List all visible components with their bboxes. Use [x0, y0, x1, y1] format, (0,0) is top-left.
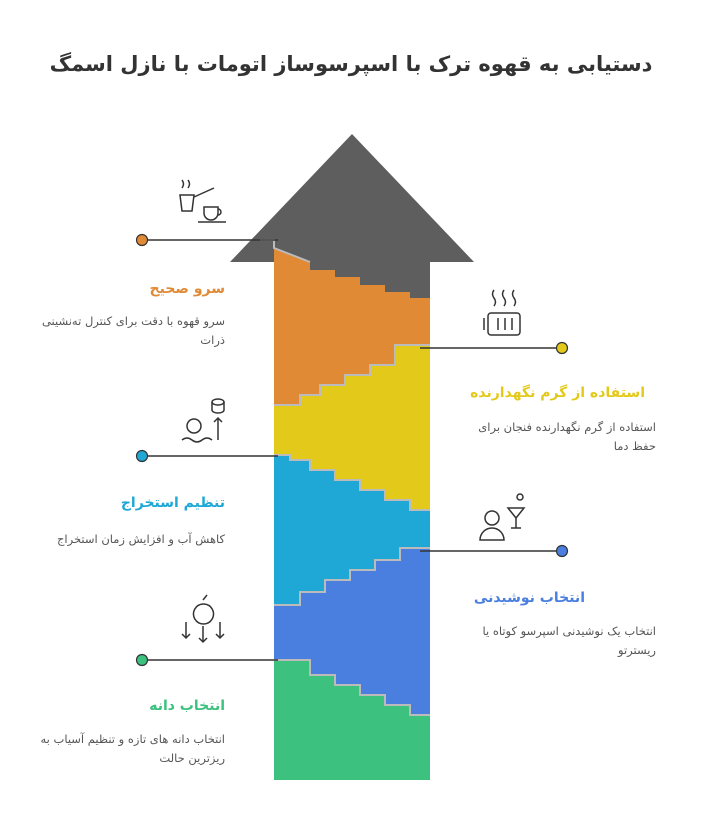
connector-warm [420, 343, 568, 354]
connector-bean [137, 655, 279, 666]
step-bean-heading: انتخاب دانه [149, 698, 225, 714]
step-extract-heading: تنظیم استخراج [120, 495, 225, 511]
step-serve-description: سرو قهوه با دقت برای کنترل ته‌نشینی ذرات [41, 314, 225, 347]
diagram-title: دستیابی به قهوه ترک با اسپرسوساز اتومات با نازل اسمگ [49, 52, 653, 76]
warmer-heat-icon [484, 290, 520, 335]
step-bean-description: انتخاب دانه های تازه و تنظیم آسیاب به ریزترین حالت [40, 732, 225, 765]
turkish-coffee-pot-and-cup-icon [180, 180, 226, 222]
connector-extract [137, 451, 279, 462]
step-serve-heading: سرو صحیح [149, 281, 225, 297]
step-drink-description: انتخاب یک نوشیدنی اسپرسو کوتاه یا ریسترتو [482, 624, 656, 657]
person-drink-icon [480, 494, 524, 540]
step-warm-description: استفاده از گرم نگهدارنده فنجان برای حفظ دما [478, 420, 656, 453]
step-warm-heading: استفاده از گرم نگهدارنده [470, 385, 645, 401]
step-extract-description: کاهش آب و افزایش زمان استخراج [56, 532, 225, 546]
water-gear-adjust-icon [182, 399, 224, 442]
step-drink-heading: انتخاب نوشیدنی [473, 590, 585, 606]
connector-drink [420, 546, 568, 557]
coffee-bean-select-icon [182, 595, 224, 642]
